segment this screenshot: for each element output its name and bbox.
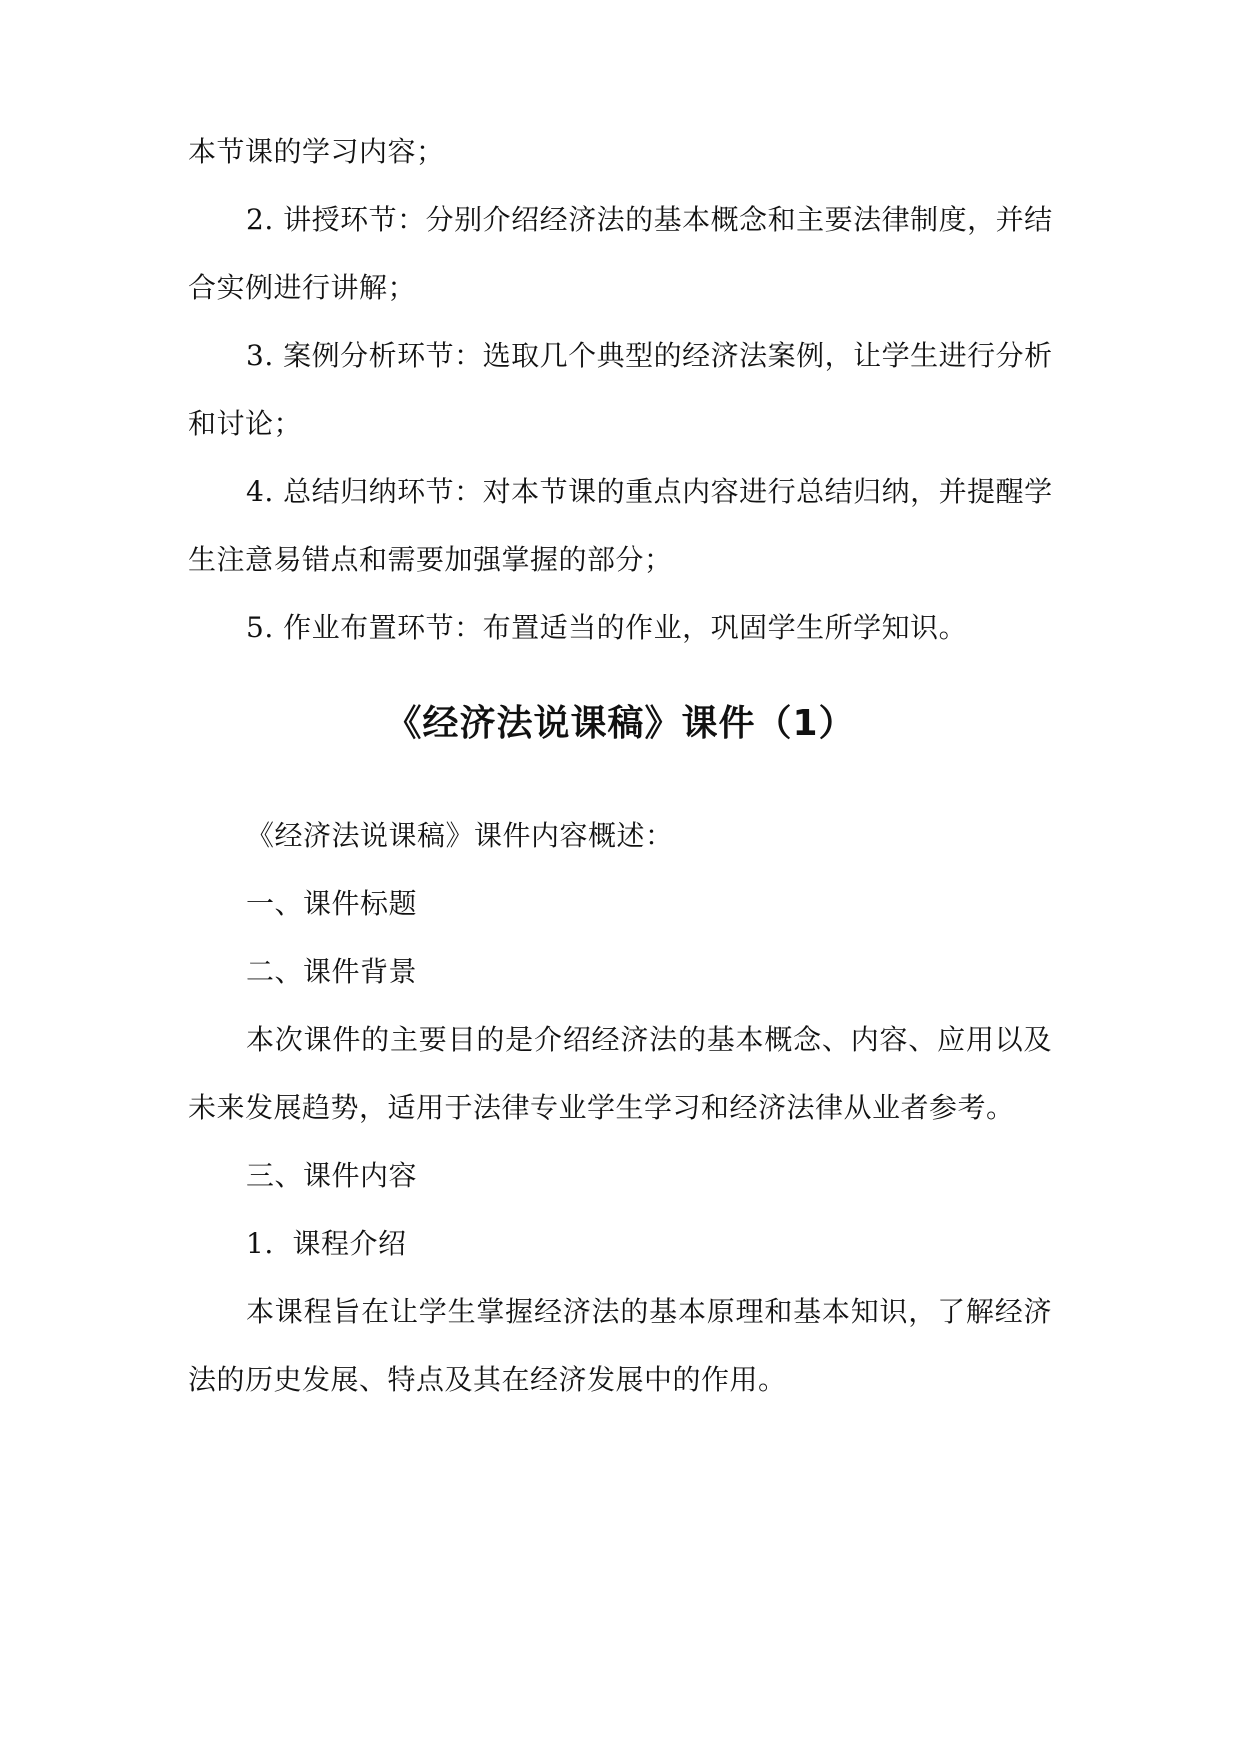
item-2-line-2: 合实例进行讲解； xyxy=(188,271,417,304)
section-heading-1: 一、课件标题 xyxy=(246,887,418,920)
item-4-line-2: 生注意易错点和需要加强掌握的部分； xyxy=(188,543,673,576)
intro-line-1: 本课程旨在让学生掌握经济法的基本原理和基本知识，了解经济 xyxy=(246,1295,1052,1328)
overview-text: 《经济法说课稿》课件内容概述： xyxy=(246,819,674,852)
section-heading-3: 三、课件内容 xyxy=(246,1159,418,1192)
item-3-line-1: 3. 案例分析环节：选取几个典型的经济法案例，让学生进行分析 xyxy=(246,339,1053,372)
section-title: 《经济法说课稿》课件（1） xyxy=(385,703,856,744)
section-heading-2: 二、课件背景 xyxy=(246,955,418,988)
item-3-line-2: 和讨论； xyxy=(188,407,303,440)
subsection-heading-1: 1. 课程介绍 xyxy=(246,1227,407,1260)
continuation-text: 本节课的学习内容； xyxy=(188,135,445,168)
item-2-line-1: 2. 讲授环节：分别介绍经济法的基本概念和主要法律制度，并结 xyxy=(246,203,1053,236)
item-5-line-1: 5. 作业布置环节：布置适当的作业，巩固学生所学知识。 xyxy=(246,611,968,644)
background-line-2: 未来发展趋势，适用于法律专业学生学习和经济法律从业者参考。 xyxy=(188,1091,1015,1124)
background-line-1: 本次课件的主要目的是介绍经济法的基本概念、内容、应用以及 xyxy=(246,1023,1052,1056)
intro-line-2: 法的历史发展、特点及其在经济发展中的作用。 xyxy=(188,1363,787,1396)
item-4-line-1: 4. 总结归纳环节：对本节课的重点内容进行总结归纳，并提醒学 xyxy=(246,475,1053,508)
